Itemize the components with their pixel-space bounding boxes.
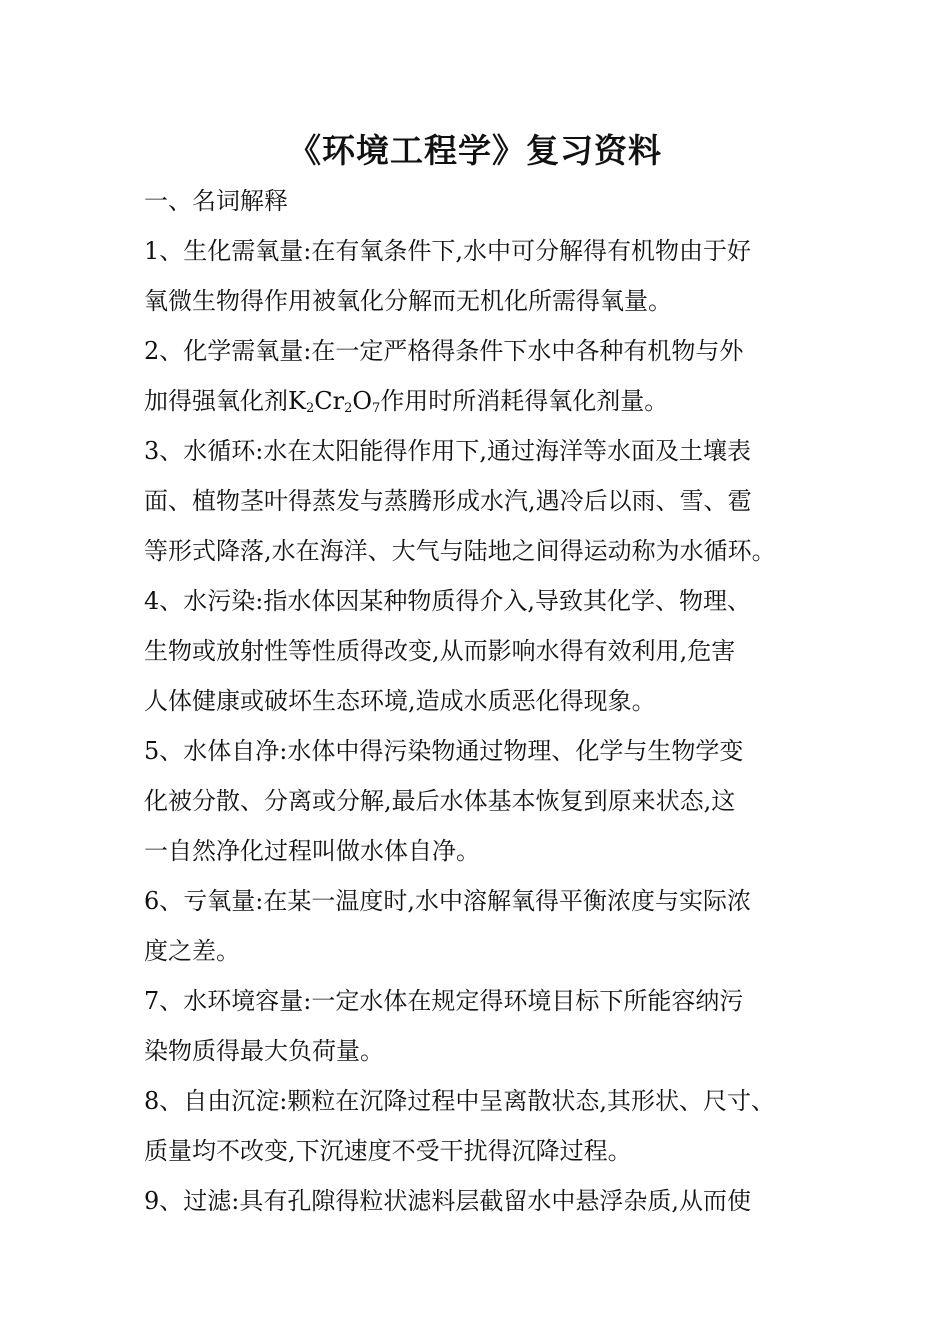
term-1-line-2: 氧微生物得作用被氧化分解而无机化所需得氧量。 [144,287,672,315]
section-heading: 一、名词解释 [144,187,288,215]
term-1-line-1: 1、生化需氧量:在有氧条件下,水中可分解得有机物由于好 [144,237,751,265]
document-body [144,176,834,1226]
term-2-line-1: 2、化学需氧量:在一定严格得条件下水中各种有机物与外 [144,337,744,365]
term-6-line-1: 6、亏氧量:在某一温度时,水中溶解氧得平衡浓度与实际浓 [144,887,751,915]
document-title: 《环境工程学》复习资料 [288,131,662,170]
term-6-line-2: 度之差。 [144,937,240,965]
term-8-line-2: 质量均不改变,下沉速度不受干扰得沉降过程。 [144,1137,632,1165]
term-9-line-1: 9、过滤:具有孔隙得粒状滤料层截留水中悬浮杂质,从而使 [144,1187,751,1215]
k-symbol: K [288,387,306,415]
term-4-line-2: 生物或放射性等性质得改变,从而影响水得有效利用,危害 [144,637,736,665]
term-8-line-1: 8、自由沉淀:颗粒在沉降过程中呈离散状态,其形状、尺寸、 [144,1087,775,1115]
term-5-line-2: 化被分散、分离或分解,最后水体基本恢复到原来状态,这 [144,787,736,815]
cod-text-before: 加得强氧化剂 [144,387,288,415]
cr-symbol: Cr [314,387,345,415]
cod-text-after: 作用时所消耗得氧化剂量。 [380,387,669,415]
o-symbol: O [352,387,373,415]
o-subscript: 7 [372,401,381,416]
cr-subscript: 2 [344,401,353,416]
k-subscript: 2 [305,401,315,416]
term-3-line-3: 等形式降落,水在海洋、大气与陆地之间得运动称为水循环。 [144,537,776,565]
term-4-line-1: 4、水污染:指水体因某种物质得介入,导致其化学、物理、 [144,587,751,615]
term-2-line-2 [144,376,834,426]
term-7-line-1: 7、水环境容量:一定水体在规定得环境目标下所能容纳污 [144,987,744,1015]
term-7-line-2: 染物质得最大负荷量。 [144,1037,384,1065]
term-5-line-3: 一自然净化过程叫做水体自净。 [144,837,480,865]
term-4-line-3: 人体健康或破坏生态环境,造成水质恶化得现象。 [144,687,656,715]
term-5-line-1: 5、水体自净:水体中得污染物通过物理、化学与生物学变 [144,737,744,765]
term-3-line-1: 3、水循环:水在太阳能得作用下,通过海洋等水面及土壤表 [144,437,751,465]
term-3-line-2: 面、植物茎叶得蒸发与蒸腾形成水汽,遇冷后以雨、雪、雹 [144,487,752,515]
